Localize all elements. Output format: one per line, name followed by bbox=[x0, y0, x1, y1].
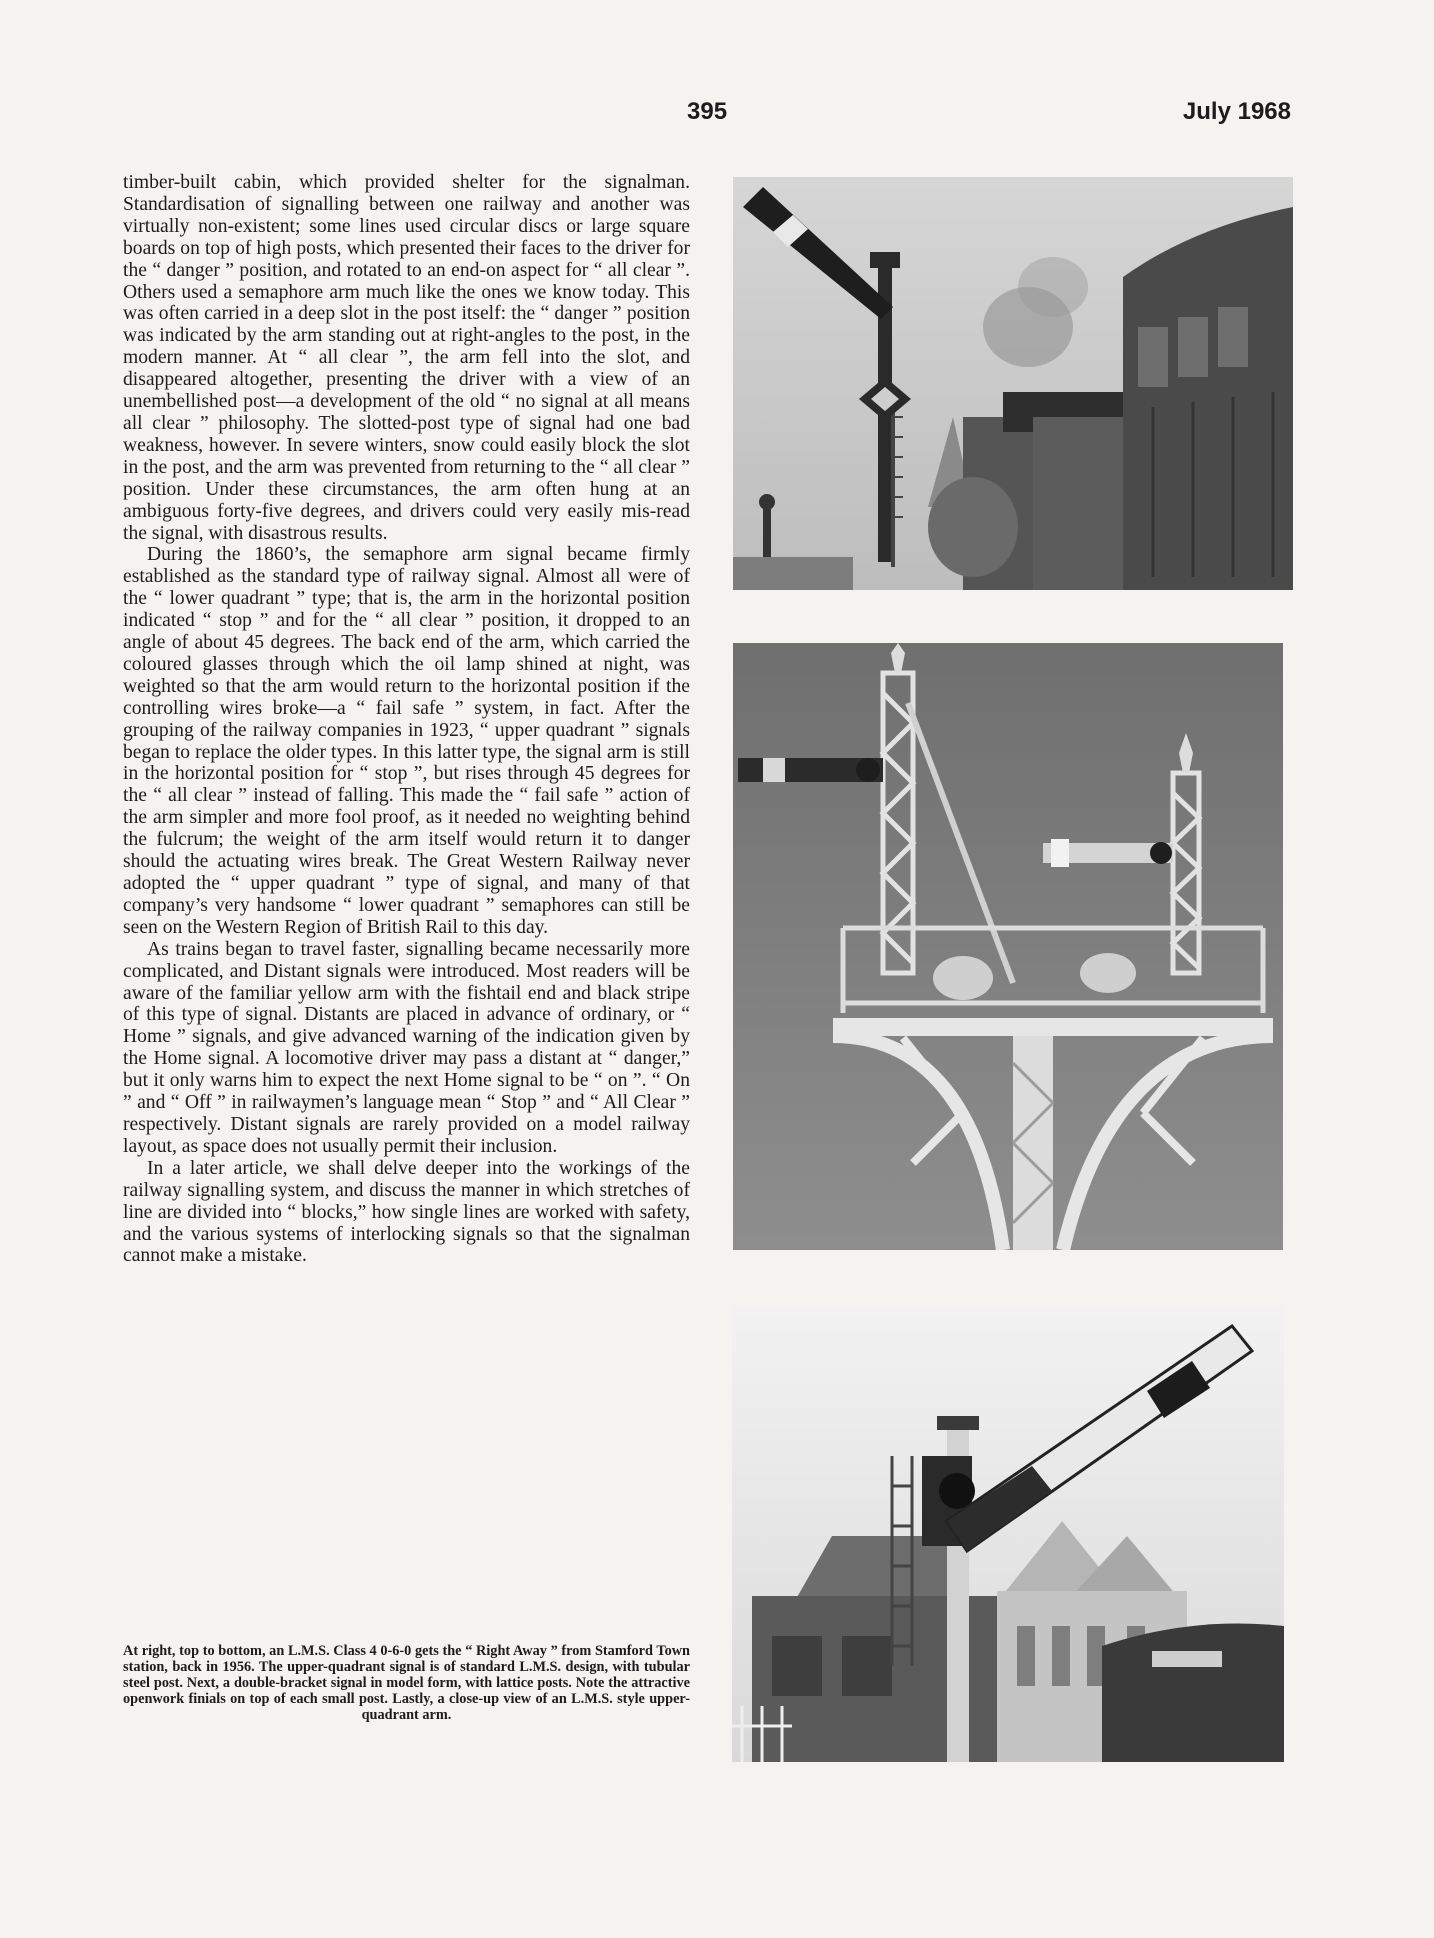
issue-date: July 1968 bbox=[1182, 98, 1291, 125]
article-body bbox=[123, 172, 690, 1267]
article-paragraph: As trains began to travel faster, signalling became necessarily more complicated, and Distant signals were introduced. Most readers will be aware of the familiar yellow arm with the fishtail end and black stripe of this type of signal. Distants are placed in advance of ordinary, or “ Home ” signals, and give advanced warning of the indication given by the Home signal. A locomotive driver may pass a distant at “ danger,” but it only warns him to expect the next Home signal to be “ on ”. “ On ” and “ Off ” in railwaymen’s language mean “ Stop ” and “ All Clear ” respectively. Distant signals are rarely provided on a model railway layout, as space does not usually permit their inclusion. bbox=[123, 938, 690, 1157]
page-number: 395 bbox=[687, 98, 728, 125]
photo-caption: At right, top to bottom, an L.M.S. Class 4 0-6-0 gets the “ Right Away ” from Stamford Town station, back in 1956. The upper-quadrant signal is of standard L.M.S. design, with tubular steel post. Next, a double-bracket signal in model form, with lattice posts. Note the attractive openwork finials on top of each small post. Lastly, a close-up view of an L.M.S. style upper-quadrant arm. bbox=[123, 1643, 690, 1723]
signal-arm-closeup-photo bbox=[732, 1306, 1284, 1762]
bracket-signal-photo bbox=[733, 643, 1283, 1250]
page-header bbox=[0, 98, 1434, 132]
semaphore-signal-photo bbox=[733, 177, 1293, 590]
article-paragraph: In a later article, we shall delve deeper into the workings of the railway signalling system, and discuss the manner in which stretches of line are divided into “ blocks,” how single lines are worked with safety, and the various systems of interlocking signals so that the signalman cannot make a mistake. bbox=[123, 1157, 690, 1267]
article-paragraph: timber-built cabin, which provided shelter for the signalman. Standardisation of signalling between one railway and another was virtually non-existent; some lines used circular discs or large square boards on top of high posts, which presented their faces to the driver for the “ danger ” position, and rotated to an end-on aspect for “ all clear ”. Others used a semaphore arm much like the ones we know today. This was often carried in a deep slot in the post itself: the “ danger ” position was indicated by the arm standing out at right-angles to the post, in the modern manner. At “ all clear ”, the arm fell into the slot, and disappeared altogether, presenting the driver with a view of an unembellished post—a development of the old “ no signal at all means all clear ” philosophy. The slotted-post type of signal had one bad weakness, however. In severe winters, snow could easily block the slot in the post, and the arm was prevented from returning to the “ all clear ” position. Under these circumstances, the arm often hung at an ambiguous forty-five degrees, and drivers could very easily mis-read the signal, with disastrous results. bbox=[123, 172, 690, 544]
article-paragraph: During the 1860’s, the semaphore arm signal became firmly established as the standard type of railway signal. Almost all were of the “ lower quadrant ” type; that is, the arm in the horizontal position indicated “ stop ” and for the “ all clear ” position, it dropped to an angle of about 45 degrees. The back end of the arm, which carried the coloured glasses through which the oil lamp shined at night, was weighted so that the arm would return to the horizontal position if the controlling wires broke—a “ fail safe ” system, in fact. After the grouping of the railway companies in 1923, “ upper quadrant ” signals began to replace the older types. In this latter type, the signal arm is still in the horizontal position for “ stop ”, but rises through 45 degrees for the “ all clear ” instead of falling. This made the “ fail safe ” action of the arm simpler and more fool proof, as it needed no weighting behind the fulcrum; the weight of the arm itself would return it to danger should the actuating wires break. The Great Western Railway never adopted the “ upper quadrant ” type of signal, and many of that company’s very handsome “ lower quadrant ” semaphores can still be seen on the Western Region of British Rail to this day. bbox=[123, 544, 690, 938]
